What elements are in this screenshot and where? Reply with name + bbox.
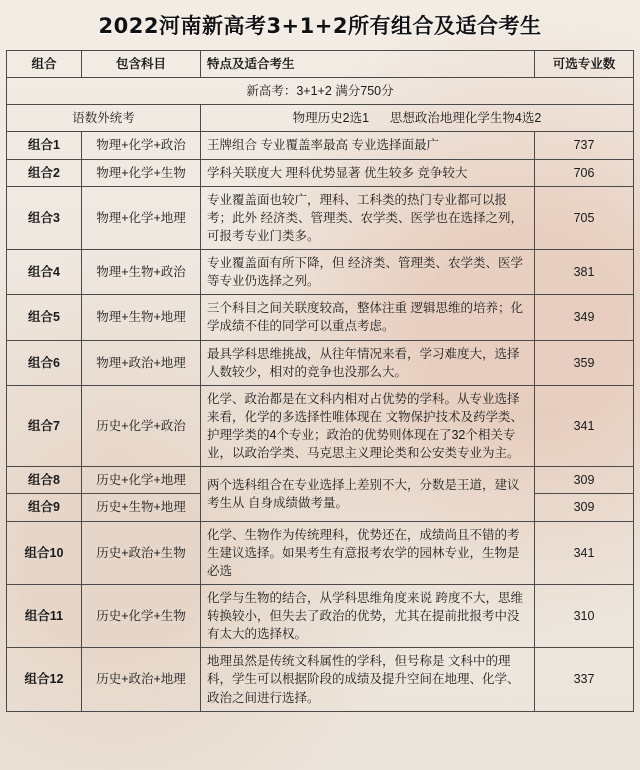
cell-subjects: 历史+生物+地理 bbox=[82, 494, 201, 521]
table-row bbox=[7, 584, 634, 647]
cell-count: 349 bbox=[535, 295, 634, 340]
cell-subjects: 物理+化学+地理 bbox=[82, 186, 201, 249]
table-row bbox=[7, 467, 634, 494]
cell-count: 359 bbox=[535, 340, 634, 385]
cell-count: 737 bbox=[535, 132, 634, 159]
cell-group: 组合4 bbox=[7, 250, 82, 295]
exam-note: 新高考：3+1+2 满分750分 bbox=[7, 78, 634, 105]
cell-desc: 最具学科思维挑战，从往年情况来看，学习难度大，选择人数较少，相对的竞争也没那么大。 bbox=[201, 340, 535, 385]
cell-subjects: 历史+政治+地理 bbox=[82, 648, 201, 711]
table-row bbox=[7, 648, 634, 711]
cell-count: 705 bbox=[535, 186, 634, 249]
cell-group: 组合10 bbox=[7, 521, 82, 584]
cell-count: 381 bbox=[535, 250, 634, 295]
header-count: 可选专业数 bbox=[535, 51, 634, 78]
cell-group: 组合2 bbox=[7, 159, 82, 186]
exam-note-row bbox=[7, 78, 634, 105]
cell-subjects: 物理+生物+政治 bbox=[82, 250, 201, 295]
cell-group: 组合1 bbox=[7, 132, 82, 159]
cell-group: 组合9 bbox=[7, 494, 82, 521]
title-bar bbox=[0, 0, 640, 50]
header-subjects: 包含科目 bbox=[82, 51, 201, 78]
cell-subjects: 物理+政治+地理 bbox=[82, 340, 201, 385]
cell-count: 706 bbox=[535, 159, 634, 186]
cell-group: 组合6 bbox=[7, 340, 82, 385]
cell-subjects: 历史+化学+地理 bbox=[82, 467, 201, 494]
cell-desc: 化学与生物的结合，从学科思维角度来说 跨度不大，思维转换较小，但失去了政治的优势，尤其在提前批报考中没有太大的选择权。 bbox=[201, 584, 535, 647]
cell-group: 组合5 bbox=[7, 295, 82, 340]
page-title: 2022河南新高考3+1+2所有组合及适合考生 bbox=[98, 14, 542, 38]
subject-rule-unified: 语数外统考 bbox=[7, 105, 201, 132]
cell-desc: 地理虽然是传统文科属性的学科，但号称是 文科中的理科，学生可以根据阶段的成绩及提升空间在地理、化学、政治之间进行选择。 bbox=[201, 648, 535, 711]
cell-group: 组合7 bbox=[7, 385, 82, 467]
cell-subjects: 物理+生物+地理 bbox=[82, 295, 201, 340]
cell-desc: 三个科目之间关联度较高，整体注重 逻辑思维的培养；化学成绩不佳的同学可以重点考虑。 bbox=[201, 295, 535, 340]
cell-count: 309 bbox=[535, 467, 634, 494]
table-row bbox=[7, 295, 634, 340]
table-row bbox=[7, 132, 634, 159]
subject-rules-row bbox=[7, 105, 634, 132]
cell-subjects: 物理+化学+政治 bbox=[82, 132, 201, 159]
cell-desc-merged: 两个选科组合在专业选择上差别不大，分数是王道，建议考生从 自身成绩做考量。 bbox=[201, 467, 535, 521]
cell-subjects: 历史+化学+政治 bbox=[82, 385, 201, 467]
subject-rule-1of2: 物理历史2选1 bbox=[292, 111, 370, 126]
cell-count: 309 bbox=[535, 494, 634, 521]
cell-subjects: 历史+政治+生物 bbox=[82, 521, 201, 584]
table-header-row bbox=[7, 51, 634, 78]
cell-count: 341 bbox=[535, 385, 634, 467]
cell-group: 组合11 bbox=[7, 584, 82, 647]
table-body bbox=[7, 132, 634, 711]
cell-desc: 学科关联度大 理科优势显著 优生较多 竞争较大 bbox=[201, 159, 535, 186]
table-row bbox=[7, 159, 634, 186]
subject-rule-2of4: 思想政治地理化学生物4选2 bbox=[389, 111, 542, 126]
cell-count: 337 bbox=[535, 648, 634, 711]
table-row bbox=[7, 186, 634, 249]
cell-desc: 专业覆盖面也较广，理科、工科类的热门专业都可以报考；此外 经济类、管理类、农学类、医学也在选择之列，可报考专业门类多。 bbox=[201, 186, 535, 249]
cell-subjects: 历史+化学+生物 bbox=[82, 584, 201, 647]
cell-desc: 王牌组合 专业覆盖率最高 专业选择面最广 bbox=[201, 132, 535, 159]
cell-group: 组合8 bbox=[7, 467, 82, 494]
cell-desc: 化学、政治都是在文科内相对占优势的学科。从专业选择来看，化学的多选择性唯体现在 文物保护技术及药学类、护理学类的4个专业；政治的优势则体现在了32个相关专业，以政治学类、马克思主义理论类和公安类专业为主。 bbox=[201, 385, 535, 467]
combination-table bbox=[6, 50, 634, 712]
cell-group: 组合3 bbox=[7, 186, 82, 249]
header-desc: 特点及适合考生 bbox=[201, 51, 535, 78]
cell-count: 310 bbox=[535, 584, 634, 647]
header-group: 组合 bbox=[7, 51, 82, 78]
subject-rule-choices bbox=[201, 105, 634, 132]
cell-desc: 专业覆盖面有所下降，但 经济类、管理类、农学类、医学等专业仍选择之列。 bbox=[201, 250, 535, 295]
cell-subjects: 物理+化学+生物 bbox=[82, 159, 201, 186]
table-row bbox=[7, 521, 634, 584]
table-row bbox=[7, 340, 634, 385]
cell-group: 组合12 bbox=[7, 648, 82, 711]
cell-desc: 化学、生物作为传统理科，优势还在，成绩尚且不错的考生建议选择。如果考生有意报考农学的园林专业，生物是必选 bbox=[201, 521, 535, 584]
cell-count: 341 bbox=[535, 521, 634, 584]
table-row bbox=[7, 385, 634, 467]
table-row bbox=[7, 250, 634, 295]
